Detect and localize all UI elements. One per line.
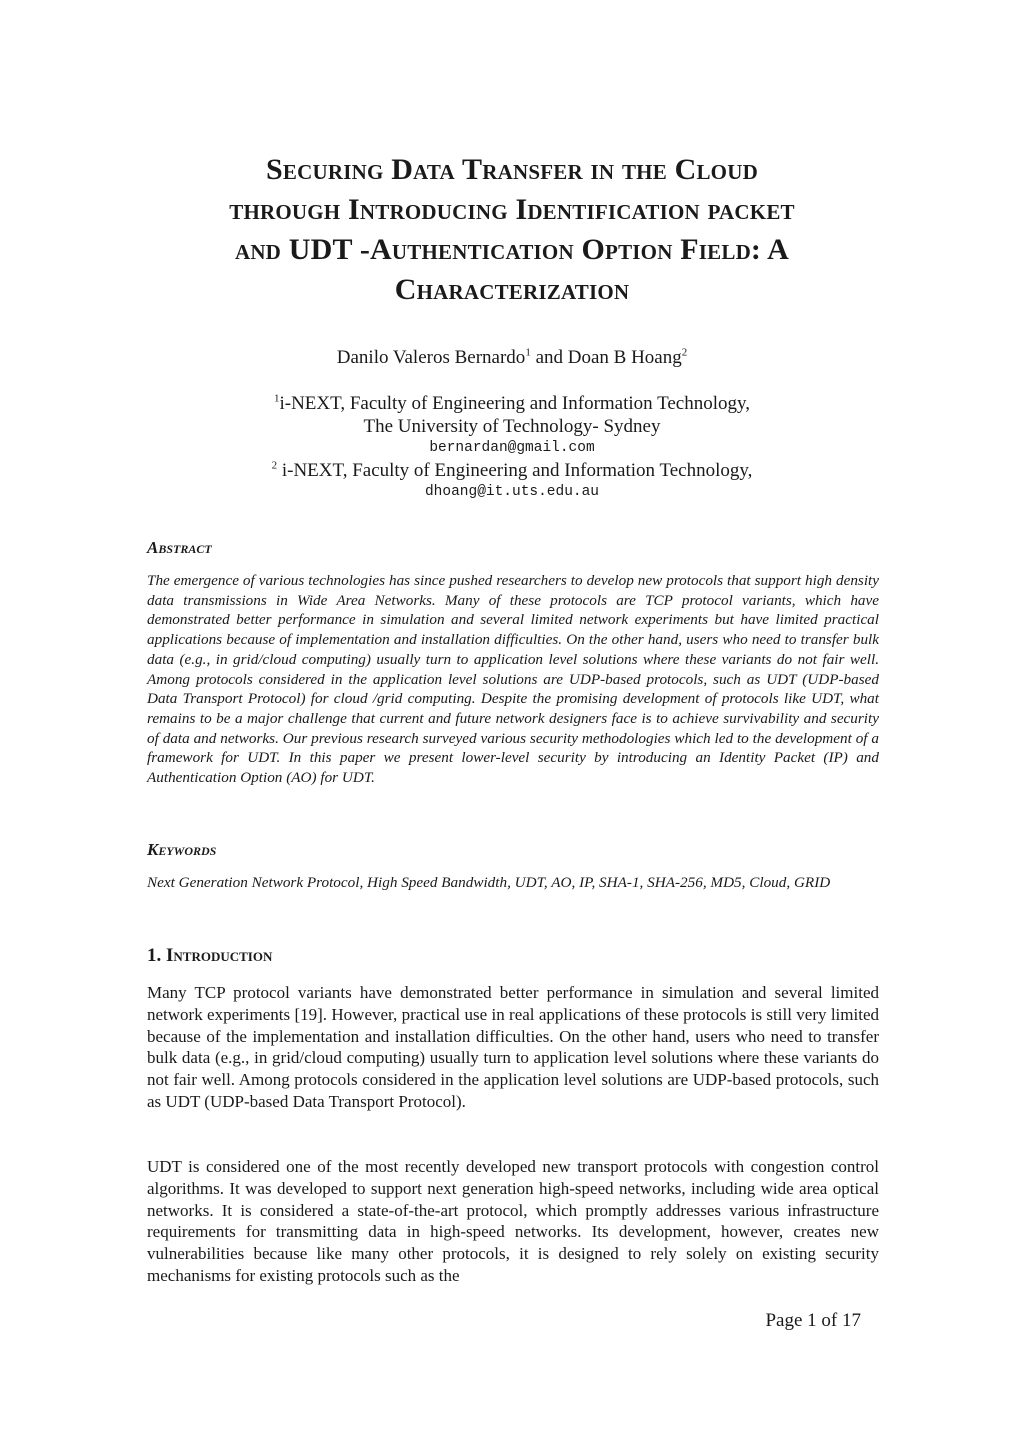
page-number: Page 1 of 17: [765, 1310, 861, 1331]
title-line-4: Characterization: [394, 273, 630, 306]
author-1-sup: 1: [525, 346, 531, 359]
affiliation-1-text: i-NEXT, Faculty of Engineering and Information Technology,: [279, 393, 751, 414]
author-line: [0, 345, 1024, 371]
affiliation-1-line-1: [0, 392, 1024, 415]
abstract-heading: Abstract: [147, 538, 212, 557]
keywords-body: Next Generation Network Protocol, High Speed Bandwidth, UDT, AO, IP, SHA-1, SHA-256, MD5, Cloud, GRID: [147, 874, 831, 891]
title-line-3: and UDT -Authentication Option Field: A: [234, 233, 790, 266]
title-line-1: Securing Data Transfer in the Cloud: [266, 153, 758, 186]
affiliation-1-line-2: The University of Technology- Sydney: [363, 416, 661, 437]
affiliation-2-email: dhoang@it.uts.edu.au: [424, 484, 600, 500]
affiliation-2-line-1: [0, 459, 1024, 482]
author-joiner: and: [530, 347, 568, 368]
abstract-body: The emergence of various technologies has since pushed researchers to develop new protocols that support high density data transmissions in Wide Area Networks. Many of these protocols are TCP protocol variants, which have demonstrated better performance in simulation and several limited network experiments but have limited practical applications because of implementation and installation difficulties. On the other hand, users who need to transfer bulk data (e.g., in grid/cloud computing) usually turn to application level solutions where these variants do not fair well. Among protocols considered in the application level solutions are UDP-based protocols, such as UDT (UDP-based Data Transport Protocol) for cloud /grid computing. Despite the promising development of protocols like UDT, what remains to be a major challenge that current and future network designers face is to achieve survivability and security of data and networks. Our previous research surveyed various security methodologies which led to the development of a framework for UDT. In this paper we present lower-level security by introducing an Identity Packet (IP) and Authentication Option (AO) for UDT.: [147, 572, 879, 787]
affiliations: [0, 392, 1024, 503]
author-1-name: Danilo Valeros Bernardo: [336, 347, 526, 368]
introduction-paragraph-1: Many TCP protocol variants have demonstrated better performance in simulation and several limited network experiments [19]. However, practical use in real applications of these protocols is still very limited because of the implementation and installation difficulties. On the other hand, users who need to transfer bulk data (e.g., in grid/cloud computing) usually turn to application level solutions where these variants do not fair well. Among protocols considered in the application level solutions are UDP-based protocols, such as UDT (UDP-based Data Transport Protocol).: [147, 983, 879, 1111]
author-2-sup: 2: [681, 346, 688, 359]
affiliation-2-text: i-NEXT, Faculty of Engineering and Information Technology,: [277, 460, 753, 481]
author-2-name: Doan B Hoang: [567, 347, 682, 368]
affiliation-2-sup: 2: [271, 459, 278, 472]
affiliation-1-email: bernardan@gmail.com: [429, 440, 595, 456]
keywords-heading: Keywords: [147, 840, 217, 859]
introduction-heading: 1. Introduction: [147, 945, 273, 966]
affiliation-1-sup: 1: [273, 392, 280, 405]
paper-title: [120, 150, 904, 310]
title-line-2: through Introducing Identification packet: [229, 193, 795, 226]
introduction-paragraph-2: UDT is considered one of the most recently developed new transport protocols with congestion control algorithms. It was developed to support next generation high-speed networks, including wide area optical networks. It is considered a state-of-the-art protocol, which promptly addresses various infrastructure requirements for transmitting data in high-speed networks. Its development, however, creates new vulnerabilities because like many other protocols, it is designed to rely solely on existing security mechanisms for existing protocols such as the: [147, 1157, 879, 1285]
